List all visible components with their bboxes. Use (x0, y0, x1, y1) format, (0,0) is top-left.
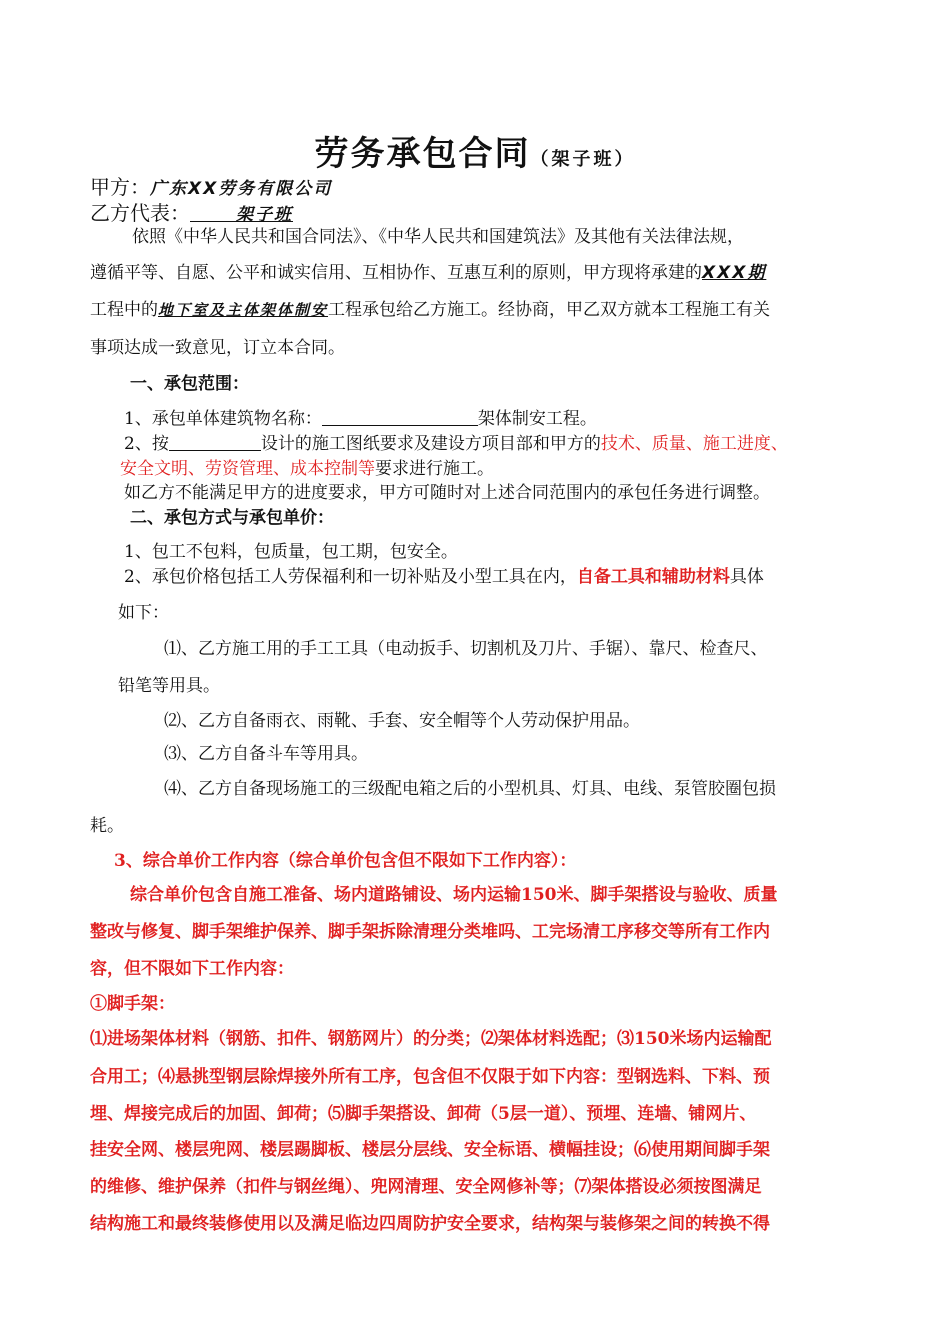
section1-item1-suffix: 架体制安工程。 (477, 409, 597, 429)
section1-item1-prefix: 1、承包单体建筑物名称： (124, 409, 322, 429)
party-b-value: 架子班 (236, 205, 293, 225)
party-a (90, 174, 332, 202)
section2-item2-suffix: 具体 (729, 567, 764, 587)
section2-sub4-cont: 耗。 (90, 816, 124, 836)
section2-item2 (124, 566, 764, 588)
design-blank (169, 433, 261, 451)
intro-line-3-prefix: 工程中的 (90, 300, 158, 320)
section1-item2-text: 设计的施工图纸要求及建设方项目部和甲方的 (260, 434, 601, 454)
section1-item2-red2: 安全文明、劳资管理、成本控制等 (120, 459, 375, 479)
intro-line-3 (90, 299, 770, 321)
intro-line-1: 依照《中华人民共和国合同法》、《中华人民共和国建筑法》及其他有关法律法规， (132, 227, 744, 247)
section1-item1 (124, 408, 597, 430)
section1-item2 (124, 433, 788, 455)
intro-line-2-text: 遵循平等、自愿、公平和诚实信用、互相协作、互惠互利的原则，甲方现将承建的 (90, 263, 702, 283)
scaffold-line-6: 结构施工和最终装修使用以及满足临边四周防护安全要求，结构架与装修架之间的转换不得 (90, 1214, 770, 1234)
section2-sub2: ⑵、乙方自备雨衣、雨靴、手套、安全帽等个人劳动保护用品。 (164, 711, 640, 731)
section1-adjust: 如乙方不能满足甲方的进度要求，甲方可随时对上述合同范围内的承包任务进行调整。 (124, 483, 770, 503)
section2-sub1: ⑴、乙方施工用的手工工具（电动扳手、切割机及刀片、手锯）、靠尺、检查尺、 (164, 639, 768, 659)
party-b-label: 乙方代表： (90, 201, 190, 225)
section2-sub4: ⑷、乙方自备现场施工的三级配电箱之后的小型机具、灯具、电线、泵管胶圈包损 (164, 779, 776, 799)
party-a-label: 甲方： (90, 175, 150, 199)
party-b (90, 200, 293, 228)
party-b-blank (190, 204, 236, 222)
section3-p3: 容，但不限如下工作内容： (90, 959, 294, 979)
section2-item2-cont: 如下： (118, 603, 169, 623)
scaffold-heading: ①脚手架： (90, 994, 175, 1014)
section1-item2-red1: 技术、质量、施工进度、 (600, 434, 788, 454)
section1-heading: 一、承包范围： (130, 374, 249, 394)
section1-item2-cont (120, 458, 494, 480)
scope-work: 地下室及主体架体制安 (158, 301, 329, 319)
scaffold-line-1: ⑴进场架体材料（钢筋、扣件、钢筋网片）的分类；⑵架体材料选配；⑶150米场内运输配 (90, 1029, 772, 1049)
intro-line-3-suffix: 工程承包给乙方施工。经协商，甲乙双方就本工程施工有关 (328, 300, 771, 320)
building-name-blank (322, 408, 478, 426)
section2-item2-text: 2、承包价格包括工人劳保福利和一切补贴及小型工具在内， (124, 567, 577, 587)
party-a-value: 广东XX劳务有限公司 (150, 179, 333, 199)
section2-heading: 二、承包方式与承包单价： (130, 508, 334, 528)
section2-sub1-cont: 铅笔等用具。 (118, 676, 220, 696)
scaffold-line-2: 合用工；⑷悬挑型钢层除焊接外所有工序，包含但不仅限于如下内容：型钢选料、下料、预 (90, 1067, 770, 1087)
intro-line-2 (90, 262, 766, 284)
title-sub: （架子班） (530, 149, 636, 170)
title-main: 劳务承包合同 (314, 134, 531, 174)
intro-line-4: 事项达成一致意见，订立本合同。 (90, 338, 345, 358)
section2-item2-red: 自备工具和辅助材料 (576, 567, 730, 587)
section3-heading: 3、综合单价工作内容（综合单价包含但不限如下工作内容）： (114, 851, 577, 871)
section1-item2-prefix: 2、按 (124, 434, 169, 454)
section2-sub3: ⑶、乙方自备斗车等用具。 (164, 744, 368, 764)
scaffold-line-5: 的维修、维护保养（扣件与钢丝绳）、兜网清理、安全网修补等；⑺架体搭设必须按图满足 (90, 1177, 762, 1197)
document-title (0, 126, 950, 175)
section1-item2-suffix: 要求进行施工。 (375, 459, 494, 479)
scaffold-line-4: 挂安全网、楼层兜网、楼层踢脚板、楼层分层线、安全标语、横幅挂设；⑹使用期间脚手架 (90, 1140, 770, 1160)
section3-p2: 整改与修复、脚手架维护保养、脚手架拆除清理分类堆吗、工完场清工序移交等所有工作内 (90, 922, 770, 942)
scaffold-line-3: 埋、焊接完成后的加固、卸荷；⑸脚手架搭设、卸荷（5层一道）、预埋、连墙、铺网片、 (90, 1104, 757, 1124)
section3-p1: 综合单价包含自施工准备、场内道路铺设、场内运输150米、脚手架搭设与验收、质量 (130, 885, 778, 905)
section2-item1: 1、包工不包料，包质量，包工期，包安全。 (124, 542, 458, 562)
project-name: XXX期 (702, 263, 767, 283)
